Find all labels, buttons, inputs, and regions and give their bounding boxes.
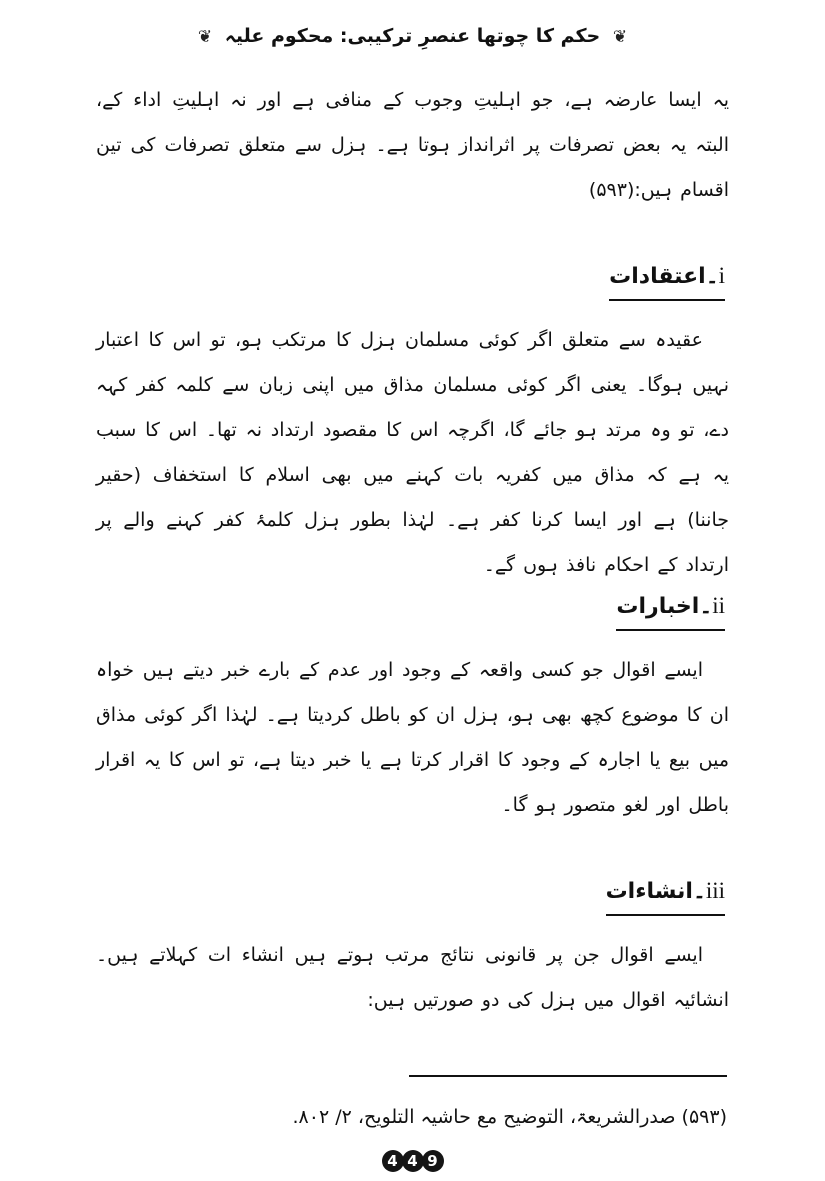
page-number-digit: 9 xyxy=(422,1150,444,1172)
page-number-digit: 4 xyxy=(402,1150,424,1172)
section-separator: ۔ xyxy=(705,264,719,289)
section-numeral: ii xyxy=(712,593,725,618)
intro-paragraph: یہ ایسا عارضہ ہے، جو اہلیتِ وجوب کے منافی ہے اور نہ اہلیتِ اداء کے، البتہ یہ بعض تصرفات پر اثرانداز ہوتا ہے۔ ہزل سے متعلق تصرفات کی تین اقسام ہیں:(۵۹۳) xyxy=(96,89,729,201)
section-numeral: i xyxy=(718,263,725,288)
section-title: انشاءات xyxy=(605,879,693,904)
section-title: اخبارات xyxy=(616,594,700,619)
footnote: (۵۹۳) صدرالشریعۃ، التوضیح مع حاشیہ التلویح، ۲/ ۸۰۲. xyxy=(292,1106,727,1128)
section-separator: ۔ xyxy=(699,594,713,619)
section-title: اعتقادات xyxy=(609,264,706,289)
running-header-title: حکم کا چوتھا عنصرِ ترکیبی: محکوم علیہ xyxy=(224,25,601,47)
section-heading-iii xyxy=(606,873,725,916)
section-body-iii: ایسے اقوال جن پر قانونی نتائج مرتب ہوتے ہیں انشاء ات کہلاتے ہیں۔ انشائیہ اقوال میں ہزل کی دو صورتیں ہیں: xyxy=(96,944,729,1011)
page-number xyxy=(0,1150,825,1172)
section-body-i: عقیدہ سے متعلق اگر کوئی مسلمان ہزل کا مرتکب ہو، تو اس کا اعتبار نہیں ہوگا۔ یعنی اگر کوئی مسلمان مذاق میں اپنی زبان سے کلمہ کفر کہہ دے، تو وہ مرتد ہو جائے گا، اگرچہ اس کا مقصود ارتداد نہ تھا۔ اس کا سبب یہ ہے کہ مذاق میں کفریہ بات کہنے میں بھی اسلام کا استخفاف (حقیر جاننا) ہے اور ایسا کرنا کفر ہے۔ لہٰذا بطور ہزل کلمۂ کفر کہنے والے پر ارتداد کے احکام نافذ ہوں گے۔ xyxy=(96,329,729,576)
section-body-ii: ایسے اقوال جو کسی واقعہ کے وجود اور عدم کے بارے خبر دیتے ہیں خواہ ان کا موضوع کچھ بھی ہو، ہزل ان کو باطل کردیتا ہے۔ لہٰذا اگر کوئی مذاق میں بیع یا اجارہ کے وجود کا اقرار کرتا ہے یا خبر دیتا ہے، تو اس کا یہ اقرار باطل اور لغو متصور ہو گا۔ xyxy=(96,659,729,816)
section-heading-i xyxy=(609,258,725,301)
footnote-divider xyxy=(409,1075,727,1077)
section-heading-ii xyxy=(616,588,725,631)
section-numeral: iii xyxy=(705,878,725,903)
ornament-right-icon: ❦ xyxy=(612,26,628,47)
section-separator: ۔ xyxy=(692,879,706,904)
running-header xyxy=(0,18,825,55)
page-number-digit: 4 xyxy=(382,1150,404,1172)
ornament-left-icon: ❦ xyxy=(197,26,213,47)
